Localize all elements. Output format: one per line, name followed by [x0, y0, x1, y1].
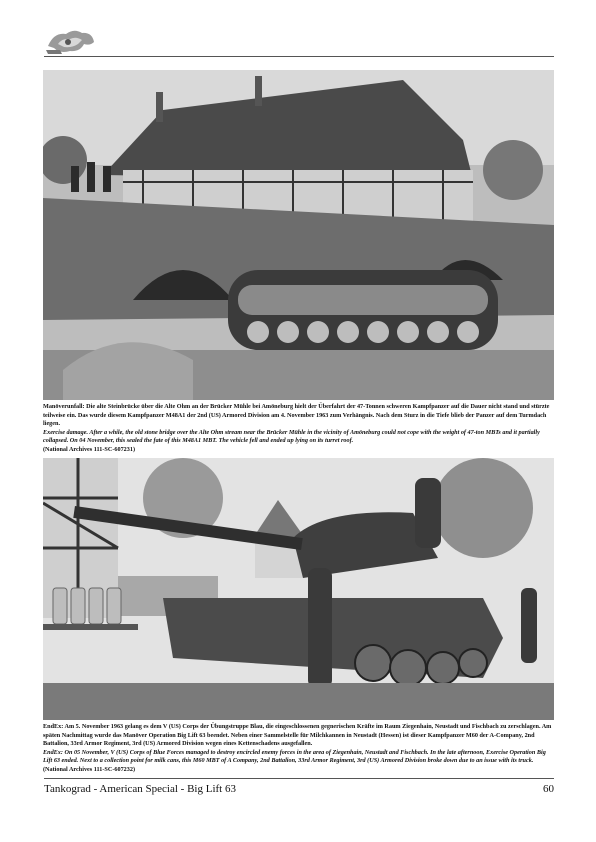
m60-breakdown-photo	[43, 458, 554, 720]
top-photo-caption	[43, 403, 556, 455]
caption-english: Exercise damage. After a while, the old stone bridge over the Alte Ohm stream near the Brücker Mühle in the vicinity of Amöneburg could not cope with the weight of 47-ton MBTs and it partially collapsed. On 04 November, this sealed the fate of this M48A1 MBT. The vehicle fell and ended up lying on its turret roof.	[43, 428, 540, 445]
footer-rule	[44, 778, 554, 779]
caption-source: (National Archives 111-SC-607231)	[43, 445, 136, 453]
caption-english: EndEx: On 05 November, V (US) Corps of Blue Forces managed to destroy encircled enemy forces in the area of Ziegenhain, Neustadt and Fischbach. In the late afternoon, Exercise Operation Big Lift 63 ended. Next to a collection point for milk cans, this M60 MBT of A Company, 2nd Battalion, 33rd Armor Regiment, 3rd (US) Armored Division broke down due to an issue with its truck.	[43, 748, 546, 765]
header-rule	[44, 56, 554, 57]
bridge-collapse-photo	[43, 70, 554, 400]
footer-title: Tankograd - American Special - Big Lift 63	[44, 783, 236, 795]
page-number: 60	[543, 783, 554, 795]
caption-german: Manöverunfall: Die alte Steinbrücke über die Alte Ohm an der Brücker Mühle bei Amöneburg hielt der Überfahrt der 47-Tonnen schweren Kampfpanzer auf die Dauer nicht stand und stürzte teilweise ein. Das wurde diesem Kampfpanzer M48A1 der 2nd (US) Armored Division am 4. November 1963 zum Verhängnis. Nach dem Sturz in die Tiefe blieb der Panzer auf dem Turmdach liegen.	[43, 403, 550, 428]
tankograd-logo	[44, 24, 98, 58]
bottom-photo-caption	[43, 723, 556, 775]
caption-german: EndEx: Am 5. November 1963 gelang es dem V (US) Corps der Übungstruppe Blau, die eingeschlossenen gegnerischen Kräfte im Raum Ziegenhain, Neustadt und Fischbach zu zerschlagen. Am späten Nachmittag wurde das Manöver Operation Big Lift 63 beendet. Neben einer Sammelstelle für Milchkannen in Neustadt (Hessen) ist dieser Kampfpanzer M60 der A-Company, 2nd Battalion, 33rd Armor Regiment, 3rd (US) Armored Division wegen eines Kettenschadens ausgefallen.	[43, 723, 552, 748]
caption-source: (National Archives 111-SC-607232)	[43, 765, 136, 773]
